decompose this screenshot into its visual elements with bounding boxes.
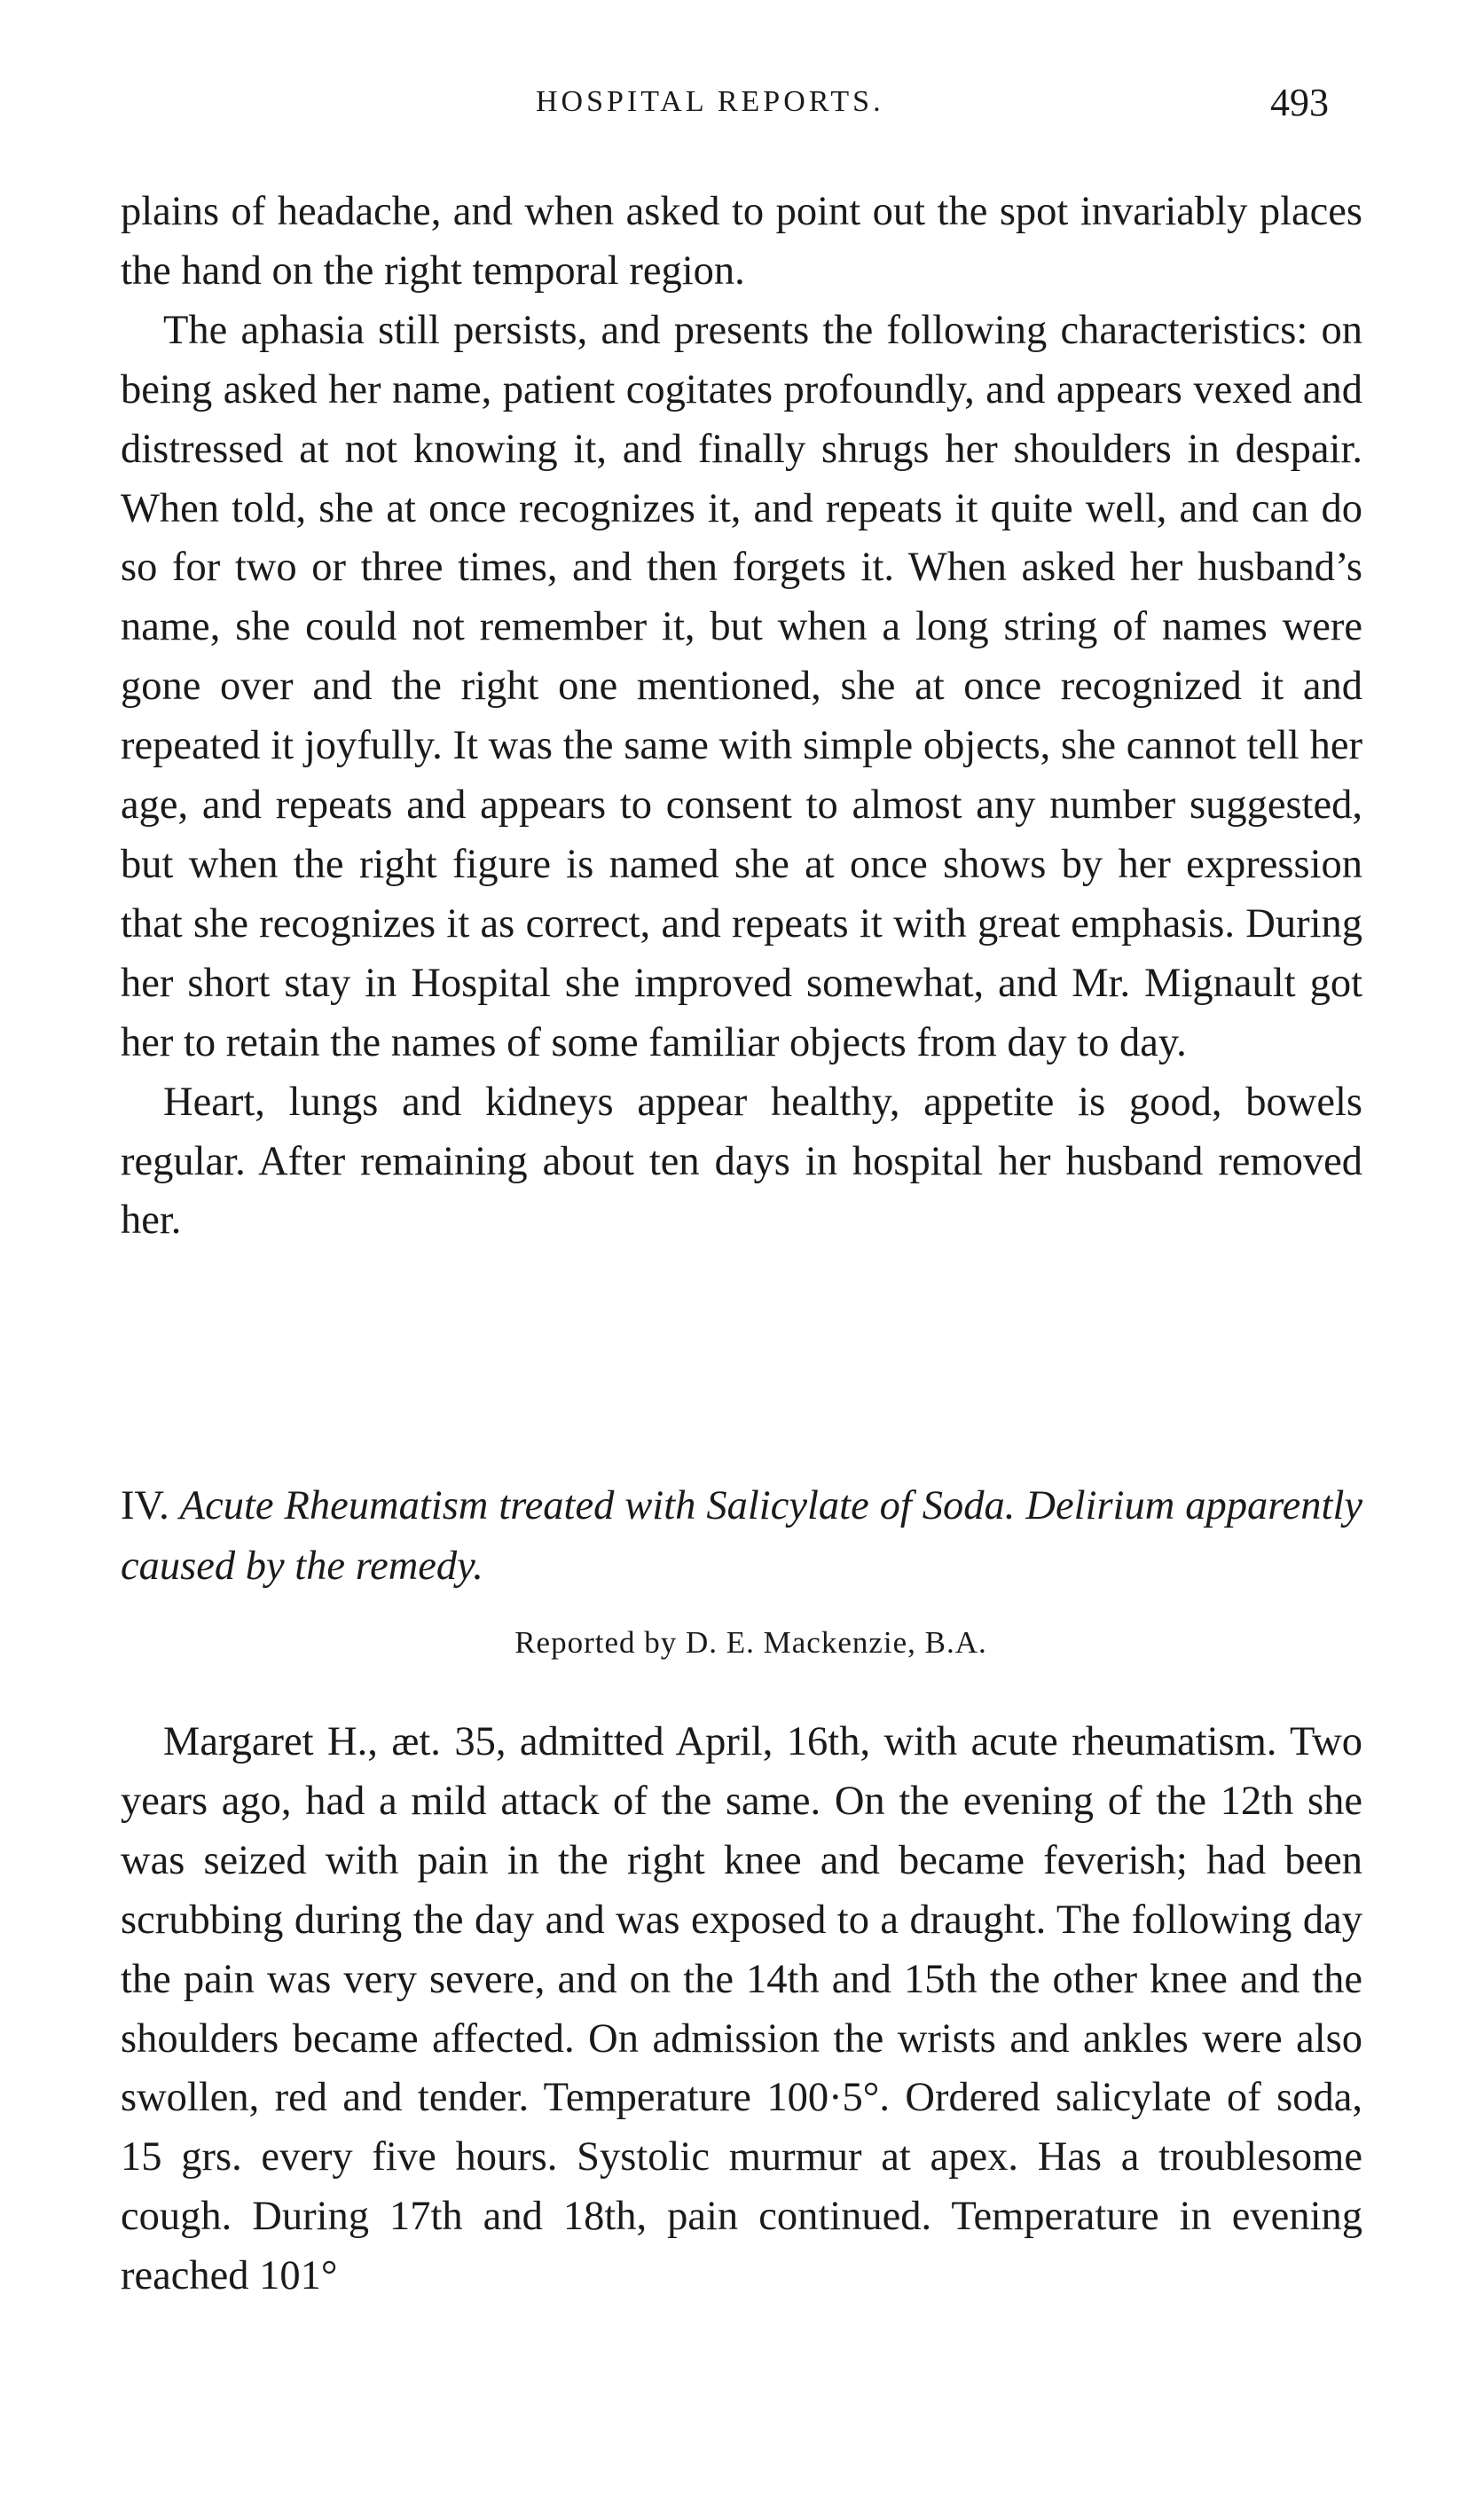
case-continuation — [121, 183, 1362, 1251]
paragraph-aphasia: The aphasia still persists, and presents the following characteristics: on being asked her name, patient cogitates profoundly, and appears vexed and distressed at not knowing it, and finally shrugs her shoulders in despair. When told, she at once recognizes it, and repeats it quite well, and can do so for two or three times, and then forgets it. When asked her husband’s name, she could not remember it, but when a long string of names were gone over and the right one mentioned, she at once recognized it and repeated it joyfully. It was the same with simple objects, she cannot tell her age, and repeats and appears to consent to almost any number suggested, but when the right figure is named she at once shows by her expression that she recognizes it as correct, and repeats it with great emphasis. During her short stay in Hospital she improved somewhat, and Mr. Mignault got her to retain the names of some familiar objects from day to day. — [121, 307, 1362, 1065]
section-title: Acute Rheumatism treated with Salicylate of Soda. Delirium apparently caused by the remedy. — [121, 1483, 1363, 1589]
section-number: IV. — [121, 1483, 169, 1528]
paragraph-headache: plains of headache, and when asked to point out the spot invariably places the hand on the right temporal region. — [121, 189, 1362, 294]
paragraph-outcome: Heart, lungs and kidneys appear healthy, appetite is good, bowels regular. After remaining about ten days in hospital her husband removed her. — [121, 1079, 1362, 1244]
section-heading — [121, 1476, 1362, 1597]
running-title: HOSPITAL REPORTS. — [536, 85, 884, 118]
page-number: 493 — [1270, 81, 1329, 124]
running-head — [0, 81, 1484, 138]
reporter-line: Reported by D. E. Mackenzie, B.A. — [514, 1625, 987, 1660]
case-report — [121, 1713, 1362, 2306]
paragraph-case-history: Margaret H., æt. 35, admitted April, 16th, with acute rheumatism. Two years ago, had a mild attack of the same. On the evening of the 12th she was seized with pain in the right knee and became feverish; had been scrubbing during the day and was exposed to a draught. The following day the pain was very severe, and on the 14th and 15th the other knee and the shoulders became affected. On admission the wrists and ankles were also swollen, red and tender. Temperature 100·5°. Ordered salicylate of soda, 15 grs. every five hours. Systolic murmur at apex. Has a troublesome cough. During 17th and 18th, pain continued. Temperature in evening reached 101° — [121, 1719, 1362, 2299]
